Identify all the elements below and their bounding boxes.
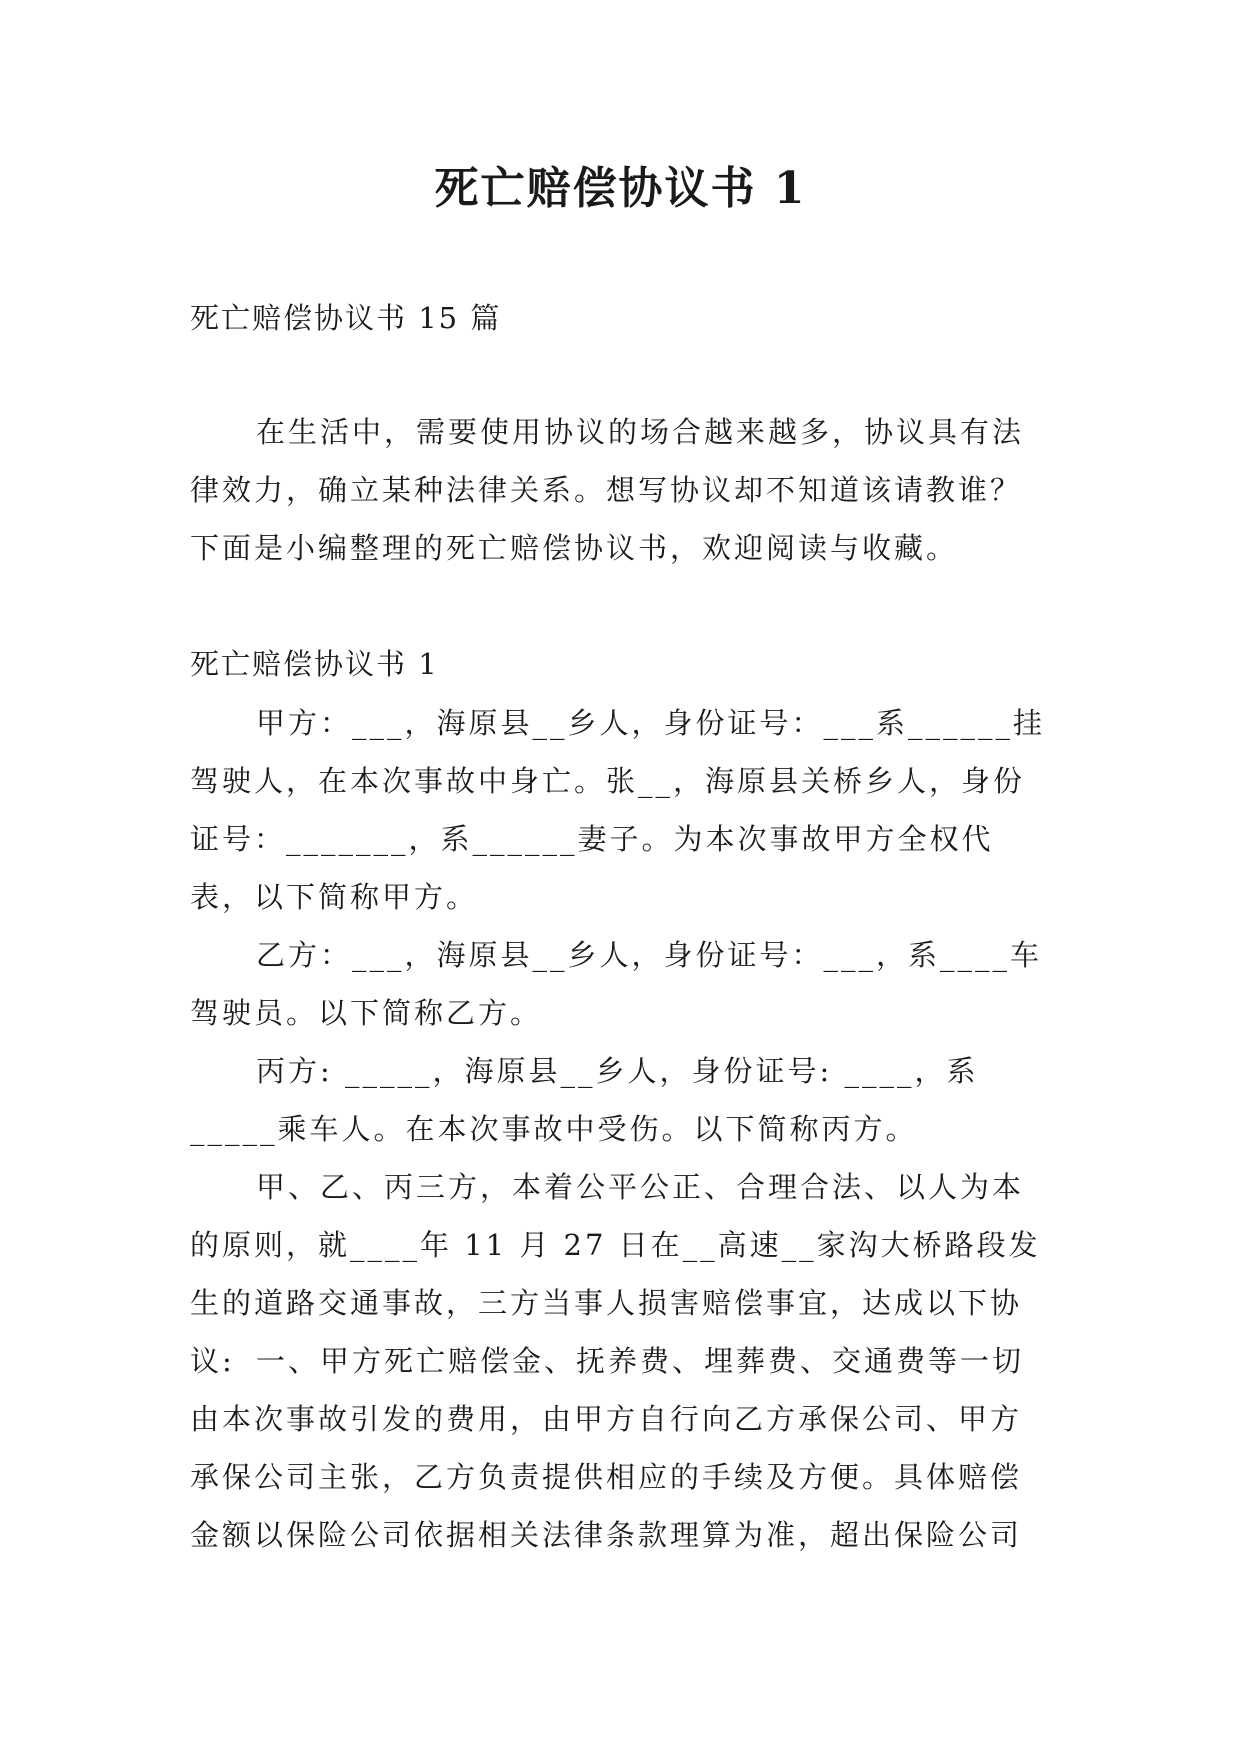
clause-one-paragraph: 一、甲方死亡赔偿金、抚养费、埋葬费、交通费等一切由本次事故引发的费用，由甲方自行向乙方承保公司、甲方承保公司主张，乙方负责提供相应的手续及方便。具体赔偿金额以保险公司依据相关法律条款理算为准，超出保险公司 — [190, 1344, 1025, 1552]
document-subtitle: 死亡赔偿协议书 15 篇 — [190, 301, 502, 335]
intro-paragraph: 在生活中，需要使用协议的场合越来越多，协议具有法律效力，确立某种法律关系。想写协议却不知道该请教谁？下面是小编整理的死亡赔偿协议书，欢迎阅读与收藏。 — [190, 415, 1025, 565]
party-c-paragraph: 丙方: _____，海原县__乡人，身份证号: ____，系_____乘车人。在本次事故中受伤。以下简称丙方。 — [190, 1054, 979, 1146]
agreement-paragraph: 甲、乙、丙三方，本着公平公正、合理合法、以人为本的原则，就____年 11 月 27 日在__高速__家沟大桥路段发生的道路交通事故，三方当事人损害赔偿事宜，达成以下协议: — [190, 1170, 1041, 1378]
document-title: 死亡赔偿协议书 1 — [434, 163, 807, 214]
party-a-paragraph: 甲方：___，海原县__乡人，身份证号：___系______挂驾驶人，在本次事故中身亡。张__，海原县关桥乡人，身份证号：_______，系______妻子。为本次事故甲方全权代表，以下简称甲方。 — [190, 706, 1046, 914]
party-b-paragraph: 乙方：___，海原县__乡人，身份证号：___，系____车驾驶员。以下简称乙方。 — [190, 938, 1043, 1030]
section-heading: 死亡赔偿协议书 1 — [190, 647, 439, 681]
